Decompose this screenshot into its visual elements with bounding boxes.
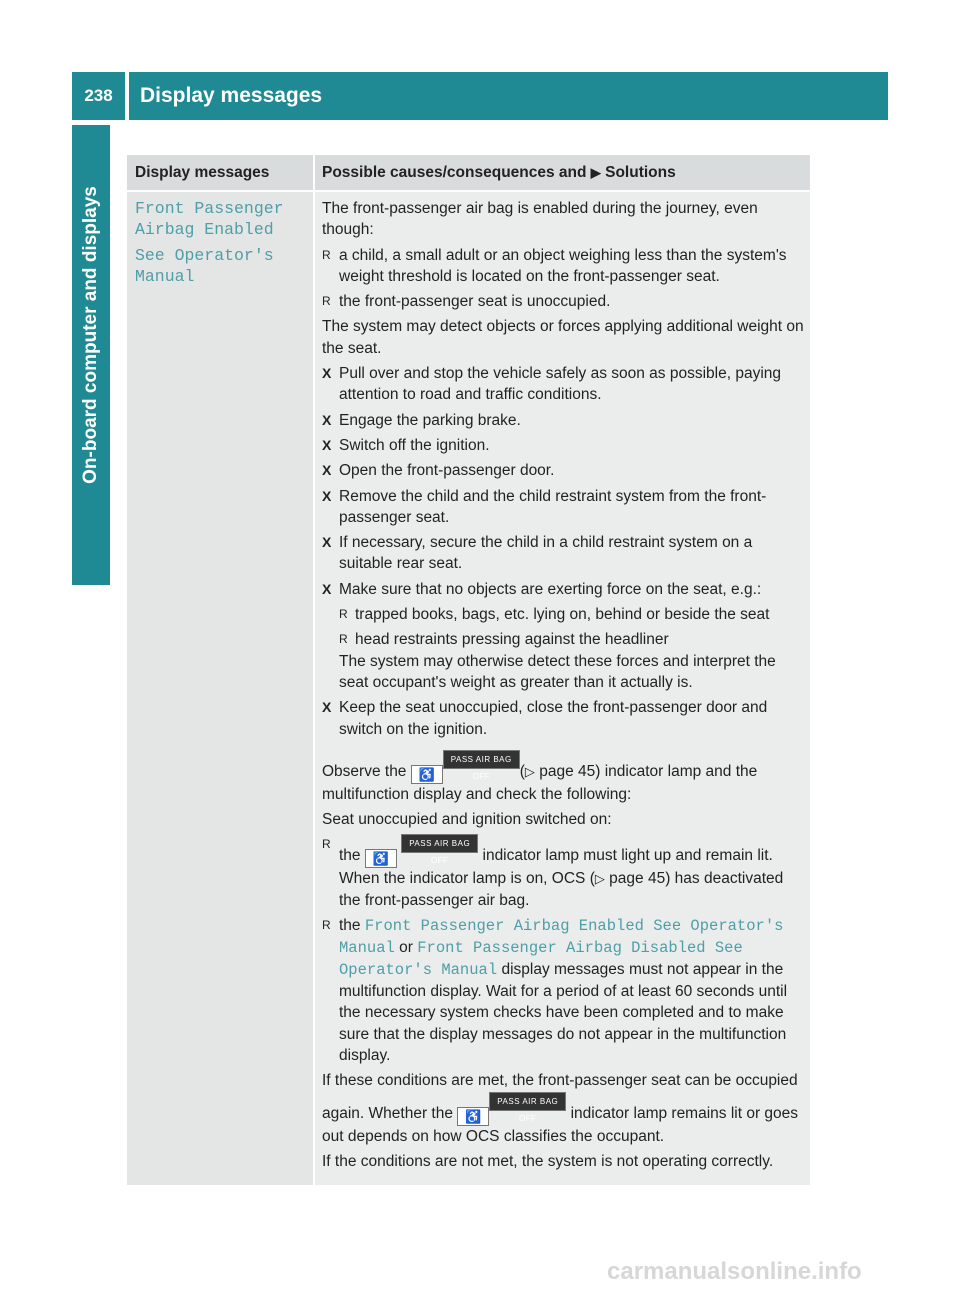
step-x-icon: X <box>322 534 332 551</box>
step-x-icon: X <box>322 436 332 453</box>
message-line-2 <box>135 245 310 287</box>
page-ref-icon: ▷ <box>594 871 605 887</box>
bullet-item: R a child, a small adult or an object weighing less than the system's weight threshold is located on the front-passenger seat. <box>322 246 787 285</box>
message-line-1 <box>135 198 310 240</box>
column-header-messages: Display messages <box>127 155 313 190</box>
page-ref-icon: ▷ <box>524 763 535 779</box>
step-item: X Keep the seat unoccupied, close the front-passenger door and switch on the ignition. <box>322 699 768 738</box>
bullet-icon: R <box>322 294 331 309</box>
display-messages-table <box>127 155 810 1185</box>
bullet-icon: R <box>322 837 331 852</box>
bullet-icon: R <box>339 607 348 622</box>
side-tab-label-wrap <box>72 125 110 545</box>
step-x-icon: X <box>322 411 332 428</box>
bullet-icon: R <box>322 247 331 262</box>
step-item: X If necessary, secure the child in a child restraint system on a suitable rear seat. <box>322 534 753 573</box>
bullet-icon: R <box>322 918 331 933</box>
message-text: Manual <box>135 267 195 286</box>
message-text: See Operator's <box>135 246 274 265</box>
sub-bullet-item: R trapped books, bags, etc. lying on, behind or beside the seat <box>322 604 807 625</box>
paragraph: If the conditions are not met, the system is not operating correctly. <box>322 1152 774 1170</box>
step-item: X Engage the parking brake. <box>322 410 807 431</box>
message-text: Airbag Enabled <box>135 220 274 239</box>
page-reference[interactable]: page 45 <box>539 762 596 780</box>
paragraph: The front-passenger air bag is enabled during the journey, even though: <box>322 200 758 239</box>
step-x-icon: X <box>322 462 332 479</box>
play-arrow-icon: ▶ <box>590 165 601 180</box>
step-item: X Remove the child and the child restraint system from the front-passenger seat. <box>322 487 767 526</box>
pass-airbag-off-icon: PASS AIR BAG OFF <box>443 750 520 769</box>
step-x-icon: X <box>322 580 332 597</box>
step-item: X Open the front-passenger door. <box>322 460 807 481</box>
message-text: Front Passenger <box>135 199 284 218</box>
display-message-ref: Front Passenger Airbag Disabled See Operator's Manual <box>339 939 743 980</box>
step-item: X Pull over and stop the vehicle safely as soon as possible, paying attention to road and traffic conditions. <box>322 365 782 404</box>
watermark: carmanualsonline.info <box>607 1258 862 1285</box>
bullet-item: R the ♿ PASS AIR BAG OFF indicator lamp must light up and remain lit. When the indicator lamp is on, OCS (▷ page 45) has deactivated the front-passenger air bag. <box>322 834 807 911</box>
page-number: 238 <box>72 72 125 120</box>
seat-occupant-icon: ♿ <box>365 849 397 868</box>
page-title: Display messages <box>129 72 888 120</box>
column-header-solutions <box>315 155 810 190</box>
pass-airbag-off-icon: PASS AIR BAG OFF <box>401 834 478 853</box>
step-x-icon: X <box>322 699 332 716</box>
paragraph: If these conditions are met, the front-passenger seat can be occupied again. Whether the ♿PASS AIR BAG OFF indicator lamp remains lit or goes out depends on how OCS classifies the occupant. <box>322 1072 799 1145</box>
column-header-solutions-b: Solutions <box>605 164 676 181</box>
paragraph: The system may detect objects or forces applying additional weight on the seat. <box>322 318 804 357</box>
seat-occupant-icon: ♿ <box>411 765 443 784</box>
step-item: X Make sure that no objects are exerting force on the seat, e.g.: <box>322 579 807 600</box>
paragraph: Seat unoccupied and ignition switched on: <box>322 811 612 829</box>
bullet-icon: R <box>339 632 348 647</box>
bullet-item: R the Front Passenger Airbag Enabled See Operator's Manual or Front Passenger Airbag Disabled See Operator's Manual display messages must not appear in the multifunction display. Wait for a period of at least 60 seconds until the necessary system checks have been completed and to make sure that the display messages do not appear in the multifunction display. <box>322 917 788 1064</box>
step-x-icon: X <box>322 487 332 504</box>
solutions-content <box>322 198 807 1176</box>
observe-paragraph: Observe the ♿PASS AIR BAG OFF (▷ page 45) indicator lamp and the multifunction display and check the following: <box>322 750 807 805</box>
side-tab-label: On-board computer and displays <box>80 186 101 484</box>
sub-bullet-item: R head restraints pressing against the headliner <box>322 629 807 650</box>
page-reference[interactable]: page 45 <box>609 870 666 888</box>
step-x-icon: X <box>322 365 332 382</box>
message-cell <box>127 192 313 1185</box>
bullet-item: R the front-passenger seat is unoccupied. <box>322 291 807 312</box>
pass-airbag-off-icon: PASS AIR BAG OFF <box>489 1092 566 1111</box>
column-header-solutions-a: Possible causes/consequences and <box>322 164 587 181</box>
display-message-ref: Front Passenger Airbag Enabled See Operator's Manual <box>339 917 784 958</box>
step-note: The system may otherwise detect these forces and interpret the seat occupant's weight as greater than it actually is. <box>339 652 776 691</box>
seat-occupant-icon: ♿ <box>457 1107 489 1126</box>
step-item: X Switch off the ignition. <box>322 435 807 456</box>
